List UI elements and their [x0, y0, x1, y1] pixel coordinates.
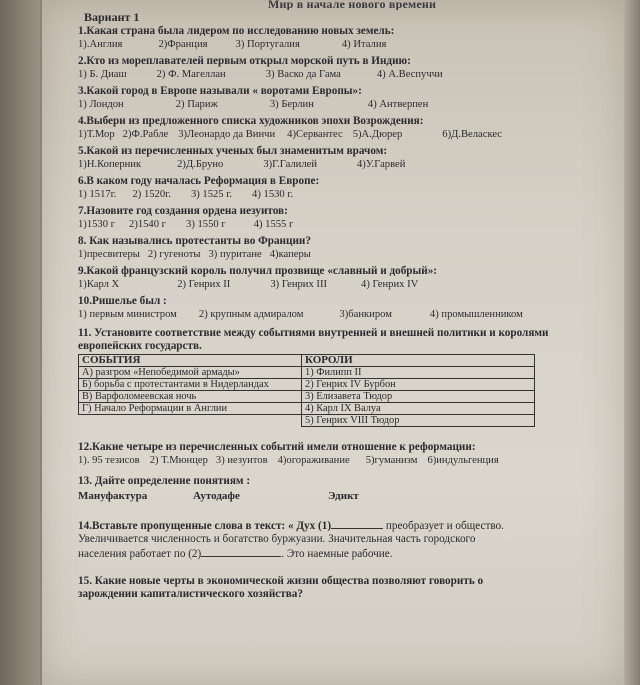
king-cell: 2) Генрих IV Бурбон [302, 379, 535, 391]
option: 1)Т.Мор [78, 129, 115, 140]
table-row [79, 391, 535, 403]
question-14 [78, 518, 613, 561]
variant-title: Вариант 1 [84, 10, 140, 24]
option: 2) крупным адмиралом [198, 309, 304, 320]
question-10 [78, 295, 613, 321]
option: 5)гуманизм [365, 455, 418, 466]
option: 2)Франция [158, 39, 208, 50]
column-events-header: СОБЫТИЯ [79, 355, 302, 367]
option: 4) 1530 г. [252, 189, 294, 200]
option: 3) Генрих III [270, 279, 328, 290]
option: 4) А.Веспуччи [376, 69, 443, 80]
matching-table [78, 354, 535, 427]
option: 1)1530 г [78, 219, 116, 230]
option: 1)Карл X [78, 279, 120, 290]
question-4-options [78, 128, 613, 141]
question-11 [78, 327, 613, 427]
question-6 [78, 175, 613, 201]
question-1-options [78, 38, 613, 51]
question-15 [78, 575, 613, 601]
option: 3) Берлин [269, 99, 314, 110]
option: 1) Б. Диаш [78, 69, 127, 80]
question-9 [78, 265, 613, 291]
option: 4)каперы [269, 249, 311, 260]
question-7 [78, 205, 613, 231]
option: 3) 1550 г [186, 219, 226, 230]
question-3-options [78, 98, 613, 111]
question-2-text: 2.Кто из мореплавателей первым открыл морской путь в Индию: [78, 55, 411, 67]
term-2: Аутодафе [193, 490, 240, 502]
question-12-options [78, 454, 613, 467]
term-1: Мануфактура [78, 490, 148, 502]
option: 3) Васко да Гама [265, 69, 341, 80]
option: 3)банкиром [339, 309, 392, 320]
option: 2)Ф.Рабле [122, 129, 169, 140]
blank-1 [331, 518, 383, 529]
option: 1) Лондон [78, 99, 124, 110]
question-15-line-2: зарождении капиталистического хозяйства? [78, 588, 303, 600]
question-9-options [78, 278, 613, 291]
question-11-text: 11. Установите соответствие между событиями внутренней и внешней политики и королями европейских государств. [78, 327, 549, 352]
column-kings-header: КОРОЛИ [302, 355, 535, 367]
background-edge-right [622, 0, 640, 685]
question-14-part-3: населения работает по (2) [78, 548, 202, 560]
option: 2) гугеноты [147, 249, 201, 260]
question-6-text: 6.В каком году началась Реформация в Европе: [78, 175, 320, 187]
multiple-choice-questions [78, 25, 613, 321]
option: 3) пуритане [208, 249, 262, 260]
table-row [79, 403, 535, 415]
question-14-line-3 [78, 546, 613, 561]
term-3: Эдикт [328, 490, 359, 502]
king-cell: 1) Филипп II [302, 367, 535, 379]
question-7-options [78, 218, 613, 231]
question-1 [78, 25, 613, 51]
option: 4) Италия [341, 39, 387, 50]
king-cell: 3) Елизавета Тюдор [302, 391, 535, 403]
question-13 [78, 475, 613, 502]
option: 4)У.Гарвей [357, 159, 406, 170]
question-4 [78, 115, 613, 141]
header-tail: Мир в начале нового времени [268, 0, 437, 10]
question-13-terms [78, 490, 613, 502]
option: 1) первым министром [78, 309, 177, 320]
question-14-line-1 [78, 518, 613, 533]
option: 4) Антверпен [367, 99, 429, 110]
option: 5)А.Дюрер [352, 129, 403, 140]
question-12-text: 12.Какие четыре из перечисленных событий имели отношение к реформации: [78, 441, 476, 453]
option: 6)индульгенция [427, 455, 499, 466]
question-9-text: 9.Какой французский король получил прозвище «славный и добрый»: [78, 265, 438, 277]
option: 2)1540 г [129, 219, 167, 230]
matching-table-header [79, 355, 535, 367]
option: 2) Генрих II [177, 279, 231, 290]
question-8-text: 8. Как назывались протестанты во Франции? [78, 235, 311, 247]
table-row [79, 367, 535, 379]
question-10-text: 10.Ришелье был : [78, 295, 167, 307]
question-7-text: 7.Назовите год создания ордена иезуитов: [78, 205, 288, 217]
option: 1)пресвитеры [78, 249, 140, 260]
event-cell: В) Варфоломеевская ночь [79, 391, 302, 403]
table-row [79, 379, 535, 391]
option: 1).Англия [78, 39, 123, 50]
event-cell: Б) борьба с протестантами в Нидерландах [79, 379, 302, 391]
king-cell: 5) Генрих VIII Тюдор [302, 415, 535, 427]
option: 6)Д.Веласкес [442, 129, 502, 140]
question-8-options [78, 248, 613, 261]
king-cell: 4) Карл IX Валуа [302, 403, 535, 415]
question-5-options [78, 158, 613, 171]
paper-sheet [42, 0, 624, 685]
event-cell [79, 415, 302, 427]
question-15-line-1: 15. Какие новые черты в экономической жизни общества позволяют говорить о [78, 575, 484, 587]
question-1-text: 1.Какая страна была лидером по исследованию новых земель: [78, 25, 395, 37]
question-14-line-2: Увеличивается численность и богатство буржуазии. Значительная часть городского [78, 533, 476, 545]
question-13-text: 13. Дайте определение понятиям : [78, 475, 251, 487]
option: 4)огораживание [277, 455, 350, 466]
option: 1) 1517г. [78, 189, 117, 200]
question-12 [78, 441, 613, 467]
option: 3) Португалия [235, 39, 300, 50]
event-cell: А) разгром «Непобедимой армады» [79, 367, 302, 379]
header-line [78, 0, 613, 10]
option: 2) 1520г. [132, 189, 171, 200]
question-10-options [78, 308, 613, 321]
option: 4) 1555 г [253, 219, 294, 230]
option: 1). 95 тезисов [78, 455, 140, 466]
question-2-options [78, 68, 613, 81]
question-14-part-4: . Это наемные рабочие. [281, 548, 393, 560]
option: 4) промышленником [429, 309, 523, 320]
event-cell: Г) Начало Реформации в Англии [79, 403, 302, 415]
option: 3)Леонардо да Винчи [178, 129, 276, 140]
question-5-text: 5.Какой из перечисленных ученых был знаменитым врачом: [78, 145, 388, 157]
option: 2) Т.Мюнцер [149, 455, 208, 466]
background-edge-left [0, 0, 40, 685]
option: 3)Г.Галилей [263, 159, 317, 170]
question-2 [78, 55, 613, 81]
option: 1)Н.Коперник [78, 159, 142, 170]
question-4-text: 4.Выбери из предложенного списка художников эпохи Возрождения: [78, 115, 424, 127]
question-14-part-1: 14.Вставьте пропущенные слова в текст: « Дух (1) [78, 520, 332, 532]
option: 3) 1525 г. [190, 189, 233, 200]
option: 4)Сервантес [287, 129, 343, 140]
option: 4) Генрих IV [361, 279, 419, 290]
worksheet [78, 0, 613, 601]
question-6-options [78, 188, 613, 201]
option: 2) Ф. Магеллан [156, 69, 226, 80]
question-3-text: 3.Какой город в Европе называли « воротами Европы»: [78, 85, 362, 97]
question-8 [78, 235, 613, 261]
option: 2) Париж [175, 99, 218, 110]
option: 3) иезуитов [215, 455, 268, 466]
table-row [79, 415, 535, 427]
question-5 [78, 145, 613, 171]
question-14-part-2: преобразует и общество. [385, 520, 504, 532]
question-3 [78, 85, 613, 111]
blank-2 [201, 546, 281, 557]
option: 2)Д.Бруно [177, 159, 224, 170]
matching-table-body [79, 367, 535, 427]
